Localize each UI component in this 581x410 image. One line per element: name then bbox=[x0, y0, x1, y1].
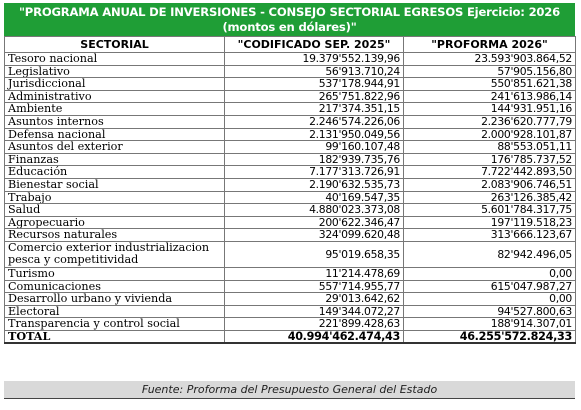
table-row bbox=[5, 267, 576, 280]
table-row bbox=[5, 115, 576, 128]
header-codificado: "CODIFICADO SEP. 2025" bbox=[225, 37, 404, 53]
table-row bbox=[5, 229, 576, 242]
table-row bbox=[5, 153, 576, 166]
proforma-cell: 88'553.051,11 bbox=[404, 141, 576, 154]
table-row bbox=[5, 103, 576, 116]
sector-name-cell: Electoral bbox=[5, 305, 225, 318]
codificado-cell: 200'622.346,47 bbox=[225, 216, 404, 229]
sector-name-cell: Turismo bbox=[5, 267, 225, 280]
sector-name-cell: Agropecuario bbox=[5, 216, 225, 229]
proforma-cell: 0,00 bbox=[404, 293, 576, 306]
sector-name-cell: Legislativo bbox=[5, 65, 225, 78]
table-row bbox=[5, 90, 576, 103]
sector-name-cell: Comercio exterior industrializacion pesca y competitividad bbox=[5, 241, 225, 267]
table-row bbox=[5, 318, 576, 331]
table-row bbox=[5, 128, 576, 141]
codificado-cell: 11'214.478,69 bbox=[225, 267, 404, 280]
codificado-cell: 149'344.072,27 bbox=[225, 305, 404, 318]
table-row bbox=[5, 65, 576, 78]
codificado-cell: 537'178.944,91 bbox=[225, 78, 404, 91]
sector-name-cell: Comunicaciones bbox=[5, 280, 225, 293]
proforma-cell: 188'914.307,01 bbox=[404, 318, 576, 331]
codificado-cell: 2.131'950.049,56 bbox=[225, 128, 404, 141]
codificado-cell: 221'899.428,63 bbox=[225, 318, 404, 331]
proforma-cell: 313'666.123,67 bbox=[404, 229, 576, 242]
bottom-rule bbox=[0, 404, 581, 410]
proforma-cell: 0,00 bbox=[404, 267, 576, 280]
sector-name-cell: Finanzas bbox=[5, 153, 225, 166]
table-row bbox=[5, 178, 576, 191]
table-row bbox=[5, 293, 576, 306]
source-note: Fuente: Proforma del Presupuesto General del Estado bbox=[4, 381, 575, 399]
proforma-cell: 7.722'442.893,50 bbox=[404, 166, 576, 179]
proforma-cell: 144'931.951,16 bbox=[404, 103, 576, 116]
sector-name-cell: Jurisdiccional bbox=[5, 78, 225, 91]
header-proforma: "PROFORMA 2026" bbox=[404, 37, 576, 53]
codificado-cell: 56'913.710,24 bbox=[225, 65, 404, 78]
sector-name-cell: Desarrollo urbano y vivienda bbox=[5, 293, 225, 306]
proforma-cell: 241'613.986,14 bbox=[404, 90, 576, 103]
table-title-line2: (montos en dólares)" bbox=[222, 20, 357, 34]
total-label: TOTAL bbox=[5, 330, 225, 343]
sector-name-cell: Salud bbox=[5, 204, 225, 217]
proforma-cell: 5.601'784.317,75 bbox=[404, 204, 576, 217]
codificado-cell: 29'013.642,62 bbox=[225, 293, 404, 306]
codificado-cell: 2.246'574.226,06 bbox=[225, 115, 404, 128]
codificado-cell: 4.880'023.373,08 bbox=[225, 204, 404, 217]
investment-table bbox=[4, 36, 576, 344]
sector-name-cell: Educación bbox=[5, 166, 225, 179]
table-row bbox=[5, 305, 576, 318]
table-row bbox=[5, 53, 576, 66]
sector-name-cell: Bienestar social bbox=[5, 178, 225, 191]
table-row bbox=[5, 191, 576, 204]
sector-name-cell: Ambiente bbox=[5, 103, 225, 116]
proforma-cell: 82'942.496,05 bbox=[404, 241, 576, 267]
table-title bbox=[4, 3, 575, 36]
proforma-cell: 197'119.518,23 bbox=[404, 216, 576, 229]
codificado-cell: 324'099.620,48 bbox=[225, 229, 404, 242]
sector-name-cell: Asuntos internos bbox=[5, 115, 225, 128]
sector-name-cell: Tesoro nacional bbox=[5, 53, 225, 66]
proforma-cell: 2.000'928.101,87 bbox=[404, 128, 576, 141]
sector-name-cell: Asuntos del exterior bbox=[5, 141, 225, 154]
codificado-cell: 557'714.955,77 bbox=[225, 280, 404, 293]
codificado-cell: 182'939.735,76 bbox=[225, 153, 404, 166]
proforma-cell: 176'785.737,52 bbox=[404, 153, 576, 166]
sector-name-cell: Administrativo bbox=[5, 90, 225, 103]
codificado-cell: 40'169.547,35 bbox=[225, 191, 404, 204]
table-row bbox=[5, 78, 576, 91]
table-row bbox=[5, 141, 576, 154]
total-proforma: 46.255'572.824,33 bbox=[404, 330, 576, 343]
codificado-cell: 217'374.351,15 bbox=[225, 103, 404, 116]
codificado-cell: 19.379'552.139,96 bbox=[225, 53, 404, 66]
table-row bbox=[5, 204, 576, 217]
proforma-cell: 550'851.621,38 bbox=[404, 78, 576, 91]
proforma-cell: 57'905.156,80 bbox=[404, 65, 576, 78]
codificado-cell: 265'751.822,96 bbox=[225, 90, 404, 103]
sector-name-cell: Trabajo bbox=[5, 191, 225, 204]
header-sectorial: SECTORIAL bbox=[5, 37, 225, 53]
proforma-cell: 263'126.385,42 bbox=[404, 191, 576, 204]
proforma-cell: 2.083'906.746,51 bbox=[404, 178, 576, 191]
total-row bbox=[5, 330, 576, 343]
codificado-cell: 2.190'632.535,73 bbox=[225, 178, 404, 191]
sector-name-cell: Defensa nacional bbox=[5, 128, 225, 141]
total-codificado: 40.994'462.474,43 bbox=[225, 330, 404, 343]
codificado-cell: 7.177'313.726,91 bbox=[225, 166, 404, 179]
table-row bbox=[5, 241, 576, 267]
proforma-cell: 615'047.987,27 bbox=[404, 280, 576, 293]
table-row bbox=[5, 280, 576, 293]
codificado-cell: 99'160.107,48 bbox=[225, 141, 404, 154]
sector-name-cell: Transparencia y control social bbox=[5, 318, 225, 331]
proforma-cell: 94'527.800,63 bbox=[404, 305, 576, 318]
table-row bbox=[5, 166, 576, 179]
table-header-row bbox=[5, 37, 576, 53]
table-row bbox=[5, 216, 576, 229]
sector-name-cell: Recursos naturales bbox=[5, 229, 225, 242]
codificado-cell: 95'019.658,35 bbox=[225, 241, 404, 267]
table-title-line1: "PROGRAMA ANUAL DE INVERSIONES - CONSEJO SECTORIAL EGRESOS Ejercicio: 2026 bbox=[18, 5, 561, 19]
proforma-cell: 2.236'620.777,79 bbox=[404, 115, 576, 128]
table-body bbox=[5, 53, 576, 344]
proforma-cell: 23.593'903.864,52 bbox=[404, 53, 576, 66]
